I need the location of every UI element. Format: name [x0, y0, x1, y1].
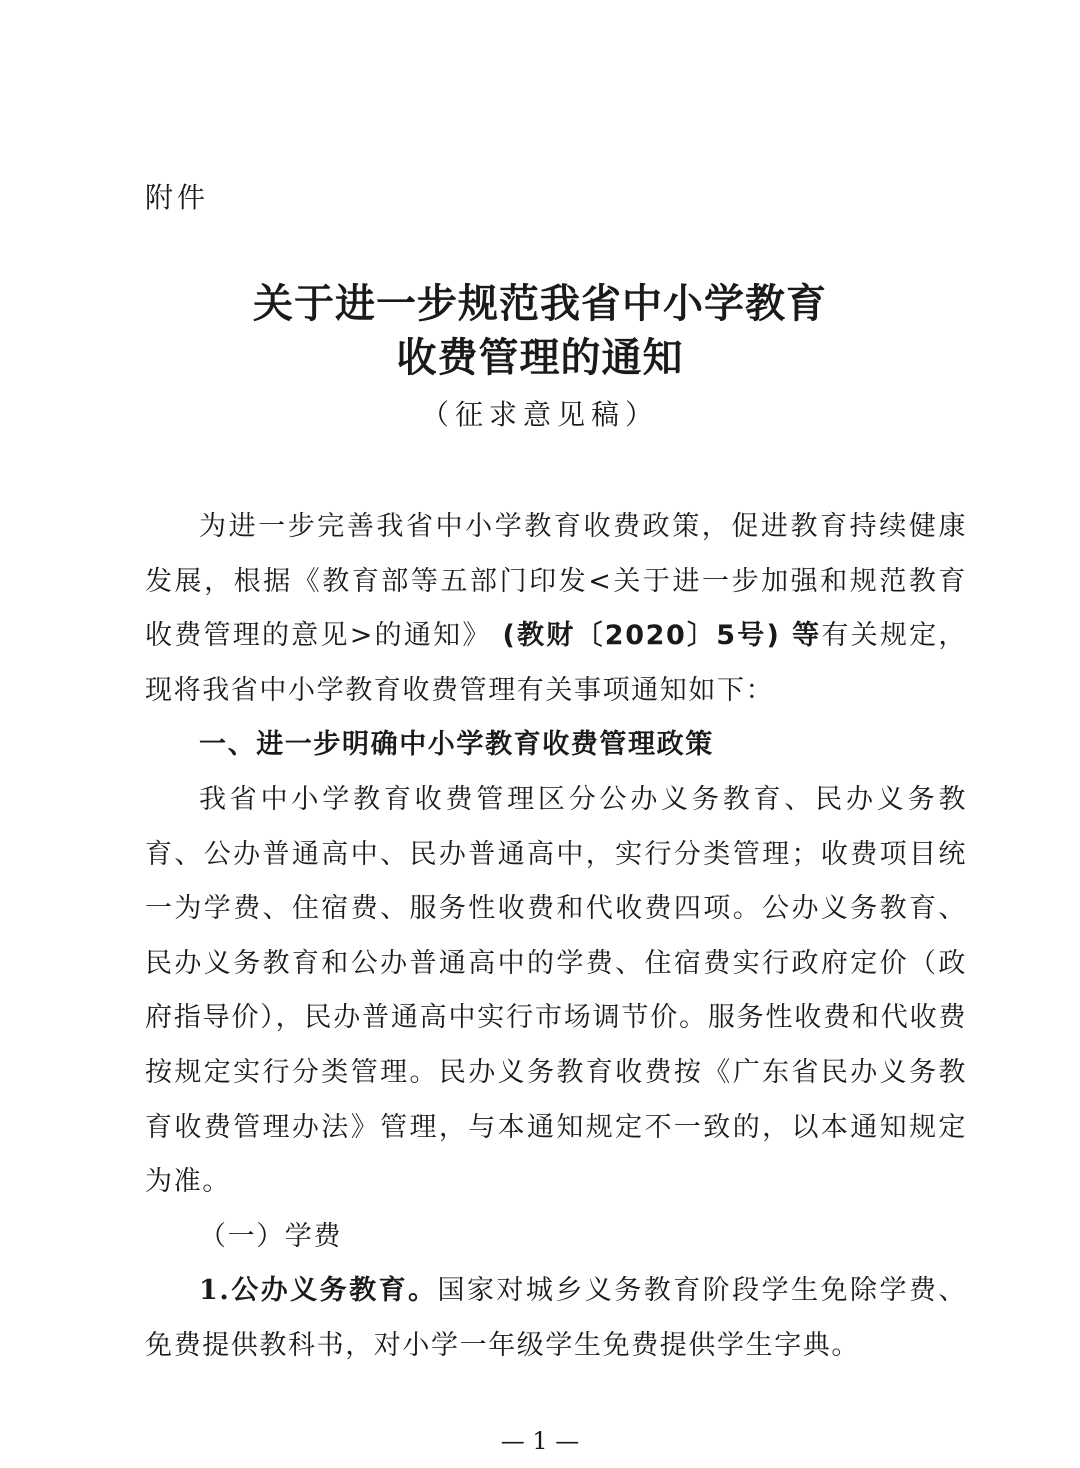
page-number: — 1 — [500, 1427, 580, 1455]
attachment-label: 附件 [145, 181, 210, 214]
item1-bold-lead: 1.公办义务教育。 [199, 1275, 438, 1307]
draft-subtitle: （征求意见稿） [420, 398, 659, 431]
intro-text-part1: 为进一步完善我省中小学教育收费政策，促进教育持续健康发展，根据《教育部等五部门印发<关于进一步加强和规范教育收费管理的意见>的通知》 [145, 511, 967, 652]
intro-text-part2: 有关规定，现将我省中小学教育收费管理有关事项通知如下： [145, 620, 967, 706]
section1-heading: 一、进一步明确中小学教育收费管理政策 [199, 729, 714, 761]
section1-sans-text: 规定实行分类 [174, 1056, 351, 1088]
intro-paragraph [145, 500, 967, 718]
document-title-line1: 关于进一步规范我省中小学教育 [253, 280, 827, 327]
section1-paragraph [145, 773, 967, 1210]
subsection1-heading: （一）学费 [199, 1220, 342, 1252]
item1-paragraph [145, 1264, 967, 1373]
section1-text-part2: 管理。民办义务教育收费按《广东省民办义务教育收费管理办法》管理，与本通知规定不一致的，以本通知规定为准。 [145, 1056, 967, 1198]
document-title-line2: 收费管理的通知 [396, 334, 684, 381]
document-body [145, 500, 967, 1374]
intro-bold-reference: (教财〔2020〕5号) 等 [502, 620, 822, 652]
section1-text-part1: 我省中小学教育收费管理区分公办义务教育、民办义务教育、公办普通高中、民办普通高中，实行分类管理；收费项目统一为学费、住宿费、服务性收费和代收费四项。公办义务教育、民办义务教育和公办普通高中的学费、住宿费实行政府定价（政府指导价），民办普通高中实行市场调节价。服务性收费和代收费按 [145, 783, 967, 1088]
item1-text: 国家对城乡义务教育阶段学生免除学费、免费提供教科书，对小学一年级学生免费提供学生字典。 [145, 1275, 967, 1361]
